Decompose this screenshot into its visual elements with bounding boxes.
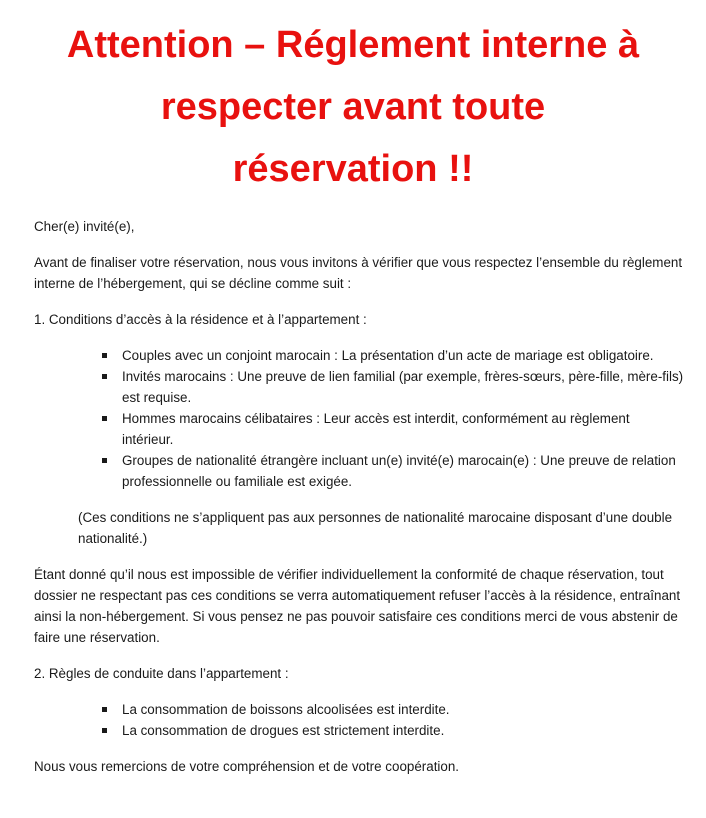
list-item: La consommation de drogues est strictement interdite. [122,720,684,741]
title-line-3: réservation !! [232,148,474,190]
list-item: La consommation de boissons alcoolisées est interdite. [122,699,684,720]
intro-paragraph: Avant de finaliser votre réservation, nous vous invitons à vérifier que vous respectez l’ensemble du règlement interne de l’hébergement, qui se décline comme suit : [34,255,683,291]
page-title [0,14,706,200]
conduct-rules-list [34,699,684,741]
section-2-heading: 2. Règles de conduite dans l’appartement : [34,666,289,681]
list-item: Couples avec un conjoint marocain : La présentation d’un acte de mariage est obligatoire. [122,345,684,366]
nationality-note: (Ces conditions ne s’appliquent pas aux personnes de nationalité marocaine disposant d’une double nationalité.) [78,510,673,546]
warning-paragraph: Étant donné qu’il nous est impossible de vérifier individuellement la conformité de chaque réservation, tout dossier ne respectant pas ces conditions se verra automatiquement refuser l’accès à la résidence, entraînant ainsi la non-hébergement. Si vous pensez ne pas pouvoir satisfaire ces conditions merci de vous abstenir de faire une réservation. [34,567,681,645]
greeting: Cher(e) invité(e), [34,219,135,234]
access-conditions-list [34,345,684,492]
closing-paragraph: Nous vous remercions de votre compréhension et de votre coopération. [34,759,460,774]
list-item: Invités marocains : Une preuve de lien familial (par exemple, frères-sœurs, père-fille, mère-fils) est requise. [122,366,684,408]
section-1-heading: 1. Conditions d’accès à la résidence et à l’appartement : [34,312,367,327]
title-line-1: Attention – Réglement interne à [66,24,640,66]
list-item: Groupes de nationalité étrangère incluant un(e) invité(e) marocain(e) : Une preuve de relation professionnelle ou familiale est exigée. [122,450,684,492]
list-item: Hommes marocains célibataires : Leur accès est interdit, conformément au règlement intérieur. [122,408,684,450]
title-line-2: respecter avant toute [160,86,546,128]
document-body [34,216,684,792]
